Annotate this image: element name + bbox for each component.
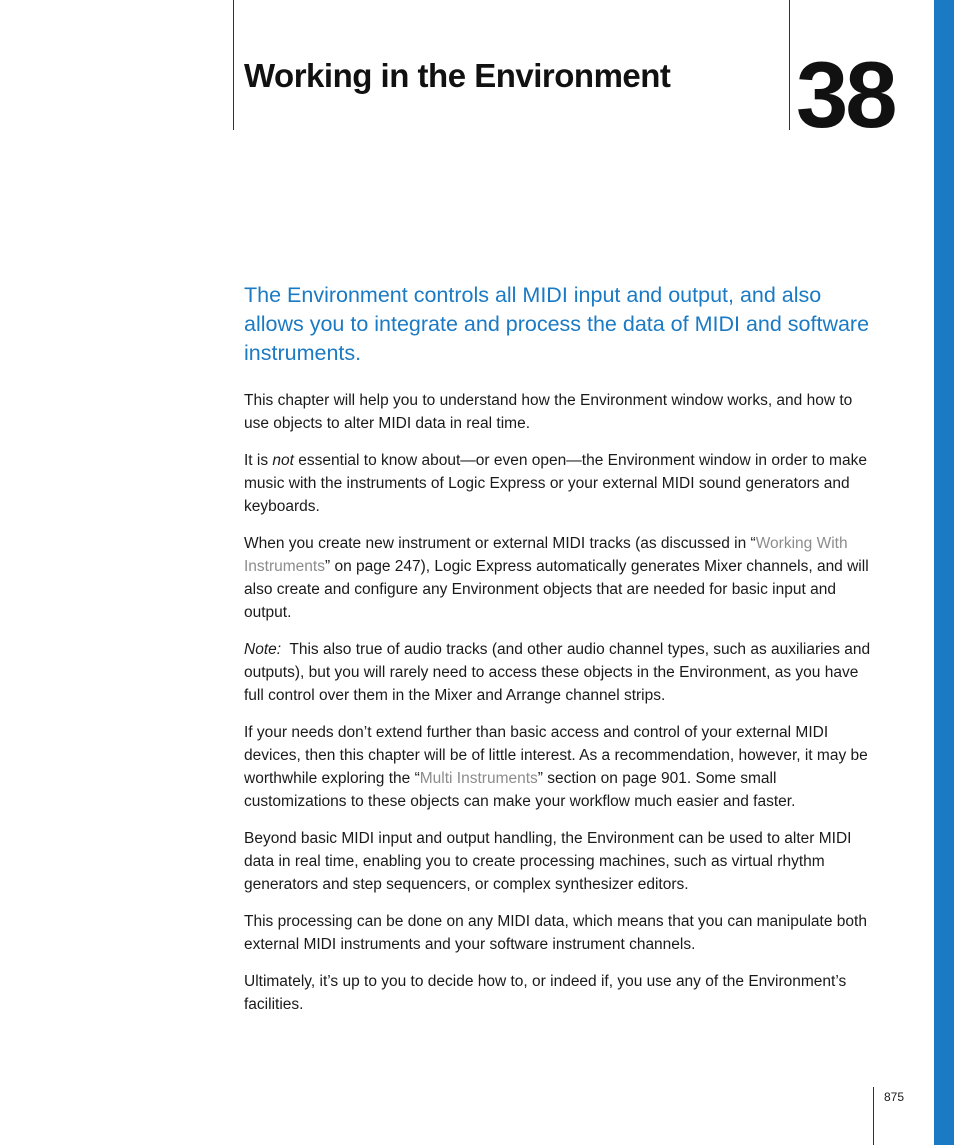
note-paragraph (244, 638, 874, 707)
note-text: This also true of audio tracks (and other audio channel types, such as auxiliaries and outputs), but you will rarely need to access these objects in the Environment, as you have full control over them in the Mixer and Arrange channel strips. (244, 641, 875, 704)
paragraph-1: This chapter will help you to understand how the Environment window works, and how to use objects to alter MIDI data in real time. (244, 392, 853, 432)
page-number: 875 (884, 1090, 905, 1104)
paragraph-3-after: ” on page 247), Logic Express automatically generates Mixer channels, and will also create and configure any Environment objects that are needed for basic input and output. (244, 558, 869, 621)
emphasis-not: not (272, 452, 294, 469)
paragraph-3-before: When you create new instrument or external MIDI tracks (as discussed in “ (244, 535, 756, 552)
paragraph-2-before: It is (244, 452, 273, 469)
paragraph-3 (244, 532, 874, 624)
link-working-with-instruments[interactable]: Working With Instruments (244, 535, 848, 575)
paragraph-5-after: ” section on page 901. Some small customizations to these objects can make your workflow much easier and faster. (244, 770, 796, 810)
paragraph-6: Beyond basic MIDI input and output handling, the Environment can be used to alter MIDI data in real time, enabling you to create processing machines, such as virtual rhythm generators and step sequencers, or complex synthesizer editors. (244, 830, 852, 893)
paragraph-2 (244, 449, 874, 518)
paragraph-5-before: If your needs don’t extend further than basic access and control of your external MIDI devices, then this chapter will be of little interest. As a recommendation, however, it may be worthwhile exploring the “ (244, 724, 868, 787)
chapter-tab-bar (934, 0, 954, 1145)
header-rule-left (233, 0, 234, 130)
chapter-intro: The Environment controls all MIDI input and output, and also allows you to integrate and process the data of MIDI and software instruments. (244, 283, 870, 365)
body-text (244, 389, 874, 1030)
paragraph-8: Ultimately, it’s up to you to decide how to, or indeed if, you use any of the Environment’s facilities. (244, 973, 847, 1013)
header-rule-right (789, 0, 790, 130)
paragraph-7: This processing can be done on any MIDI data, which means that you can manipulate both external MIDI instruments and your software instrument channels. (244, 913, 867, 953)
chapter-title: Working in the Environment (244, 57, 671, 94)
paragraph-5 (244, 721, 874, 813)
chapter-number: 38 (796, 42, 895, 147)
paragraph-2-after: essential to know about—or even open—the Environment window in order to make music with the instruments of Logic Express or your external MIDI sound generators and keyboards. (244, 452, 867, 515)
footer-rule (873, 1087, 874, 1145)
note-label: Note: (244, 641, 282, 658)
link-multi-instruments[interactable]: Multi Instruments (419, 770, 538, 787)
